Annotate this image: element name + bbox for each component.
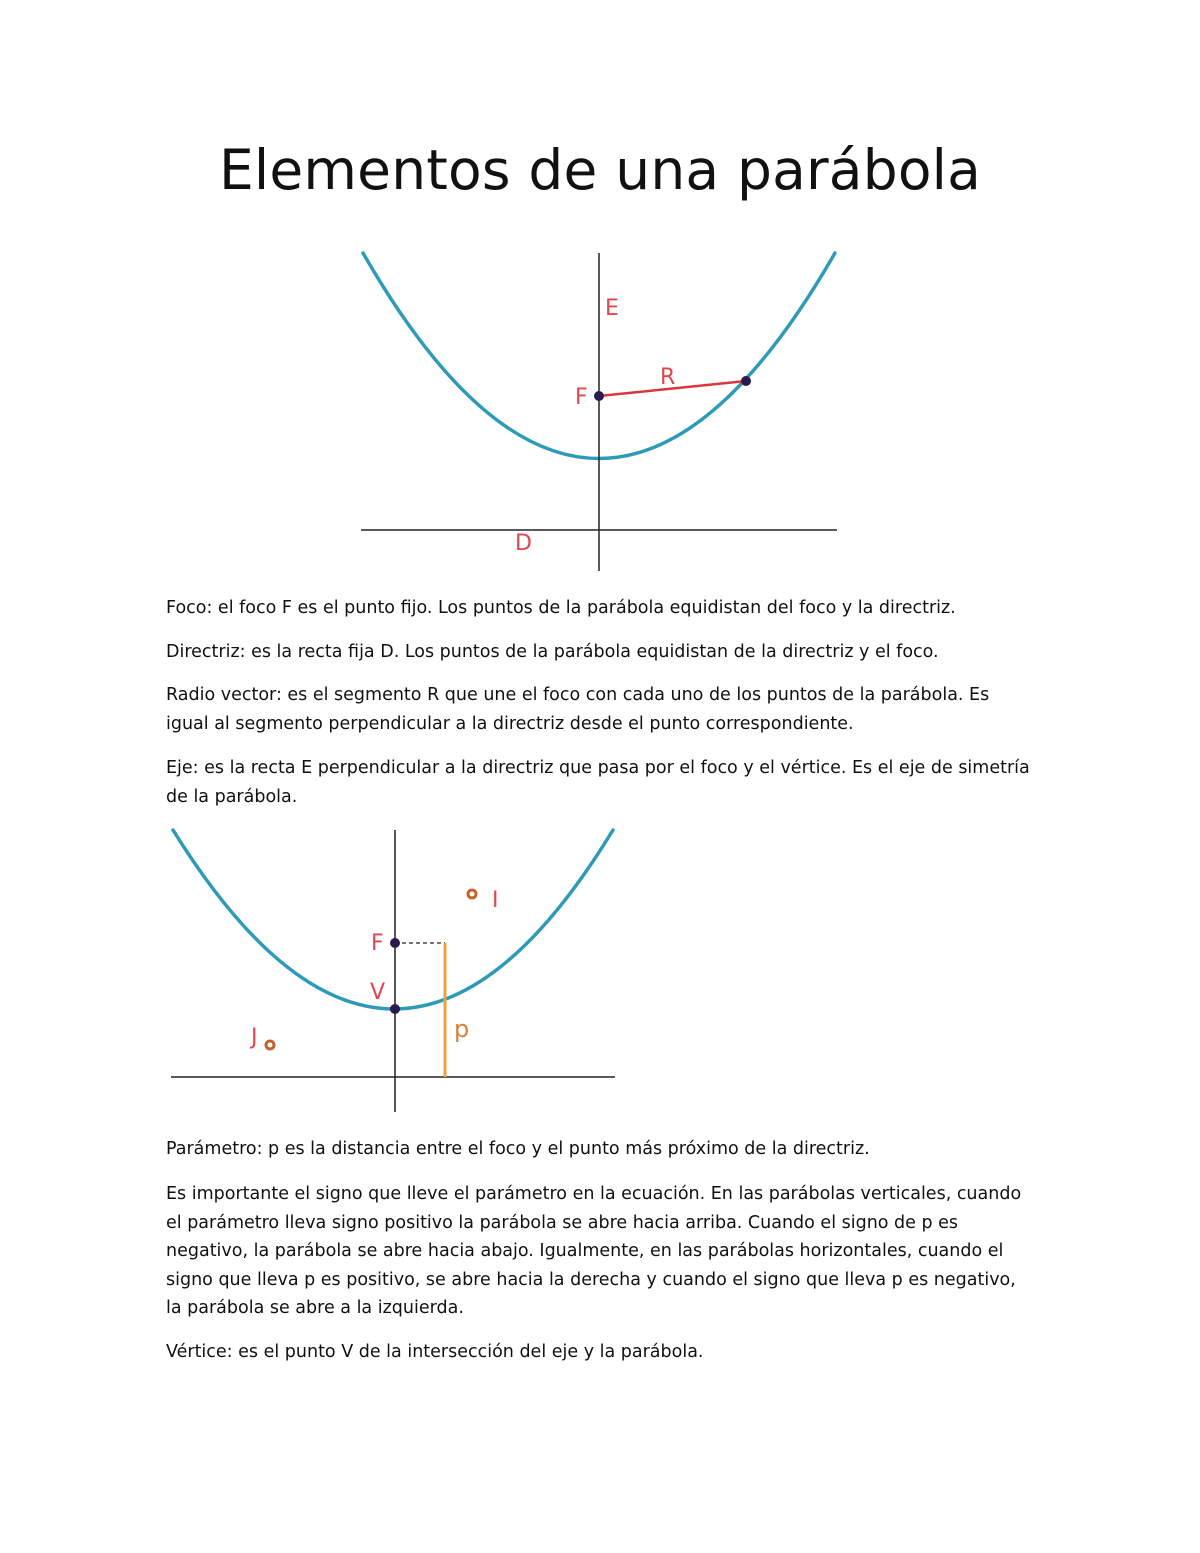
paragraph-directriz: Directriz: es la recta fija D. Los puntos de la parábola equidistan de la directriz y el foco. xyxy=(166,642,939,662)
paragraph-eje: Eje: es la recta E perpendicular a la directriz que pasa por el foco y el vértice. Es el eje de simetría de la parábola. xyxy=(166,758,1030,807)
parabola-elements-diagram xyxy=(355,245,845,575)
paragraph-parametro: Parámetro: p es la distancia entre el foco y el punto más próximo de la directriz. xyxy=(166,1139,870,1159)
label-d: D xyxy=(515,531,532,556)
paragraph-foco: Foco: el foco F es el punto fijo. Los puntos de la parábola equidistan del foco y la directriz. xyxy=(166,598,956,618)
focus-point xyxy=(594,391,604,401)
label-j: J xyxy=(251,1025,258,1050)
paragraph-vertice: Vértice: es el punto V de la intersección del eje y la parábola. xyxy=(166,1342,704,1362)
vertex-point xyxy=(390,1004,400,1014)
parabola-curve xyxy=(173,830,613,1009)
paragraph-radio-vector: Radio vector: es el segmento R que une el foco con cada uno de los puntos de la parábola. Es igual al segmento perpendicular a la directriz desde el punto correspondiente. xyxy=(166,685,990,734)
parabola-parameter-diagram xyxy=(165,822,625,1117)
label-e: E xyxy=(605,296,619,321)
label-v: V xyxy=(370,980,386,1005)
paragraph-signo-parametro: Es importante el signo que lleve el parámetro en la ecuación. En las parábolas verticales, cuando el parámetro lleva signo positivo la parábola se abre hacia arriba. Cuando el signo de p es negativo, la parábola se abre hacia abajo. Igualmente, en las parábolas horizontales, cuando el signo que lleva p es positivo, se abre hacia la derecha y cuando el signo que lleva p es negativo, la parábola se abre a la izquierda. xyxy=(166,1184,1022,1318)
page-title: Elementos de una parábola xyxy=(218,138,982,202)
focus-point xyxy=(390,938,400,948)
label-f: F xyxy=(575,385,588,410)
label-i: I xyxy=(492,888,499,913)
parabola-point xyxy=(741,376,751,386)
label-r: R xyxy=(660,365,676,390)
label-p: p xyxy=(454,1015,470,1043)
interior-point xyxy=(468,890,476,898)
label-f: F xyxy=(371,931,384,956)
exterior-point xyxy=(266,1041,274,1049)
